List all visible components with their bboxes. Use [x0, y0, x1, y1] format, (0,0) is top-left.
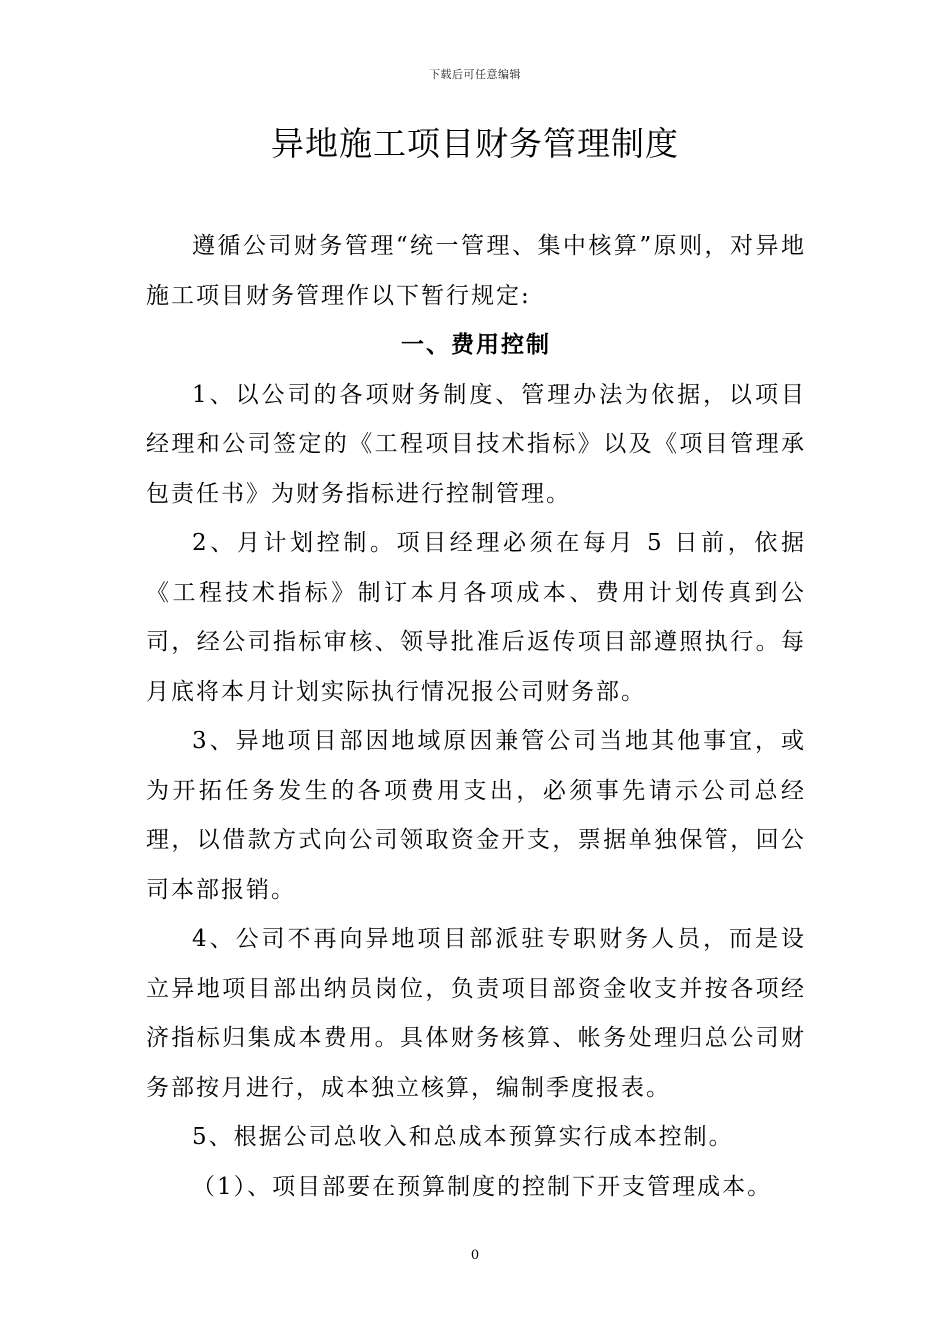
- section-heading: 一、费用控制: [401, 332, 551, 358]
- paragraph-5: 5、根据公司总收入和总成本预算实行成本控制。: [192, 1124, 734, 1150]
- intro-paragraph: 遵循公司财务管理“统一管理、集中核算”原则，对异地施工项目财务管理作以下暂行规定:: [146, 233, 806, 309]
- paragraph-5-1: （1）、项目部要在预算制度的控制下开支管理成本。: [192, 1173, 773, 1200]
- document-title: 异地施工项目财务管理制度: [271, 124, 679, 163]
- paragraph-2: 2、月计划控制。项目经理必须在每月 5 日前，依据《工程技术指标》制订本月各项成本、费用计划传真到公司，经公司指标审核、领导批准后返传项目部遵照执行。每月底将本月计划实际执行情况报公司财务部。: [146, 530, 806, 705]
- header-note: 下载后可任意编辑: [429, 68, 521, 81]
- paragraph-3: 3、异地项目部因地域原因兼管公司当地其他事宜，或为开拓任务发生的各项费用支出，必须事先请示公司总经理，以借款方式向公司领取资金开支，票据单独保管，回公司本部报销。: [146, 728, 806, 903]
- paragraph-4: 4、公司不再向异地项目部派驻专职财务人员，而是设立异地项目部出纳员岗位，负责项目部资金收支并按各项经济指标归集成本费用。具体财务核算、帐务处理归总公司财务部按月进行，成本独立核算，编制季度报表。: [146, 926, 806, 1101]
- page-number: 0: [470, 1248, 480, 1263]
- document-body: [146, 222, 806, 1212]
- paragraph-1: 1、以公司的各项财务制度、管理办法为依据，以项目经理和公司签定的《工程项目技术指标》以及《项目管理承包责任书》为财务指标进行控制管理。: [146, 381, 806, 507]
